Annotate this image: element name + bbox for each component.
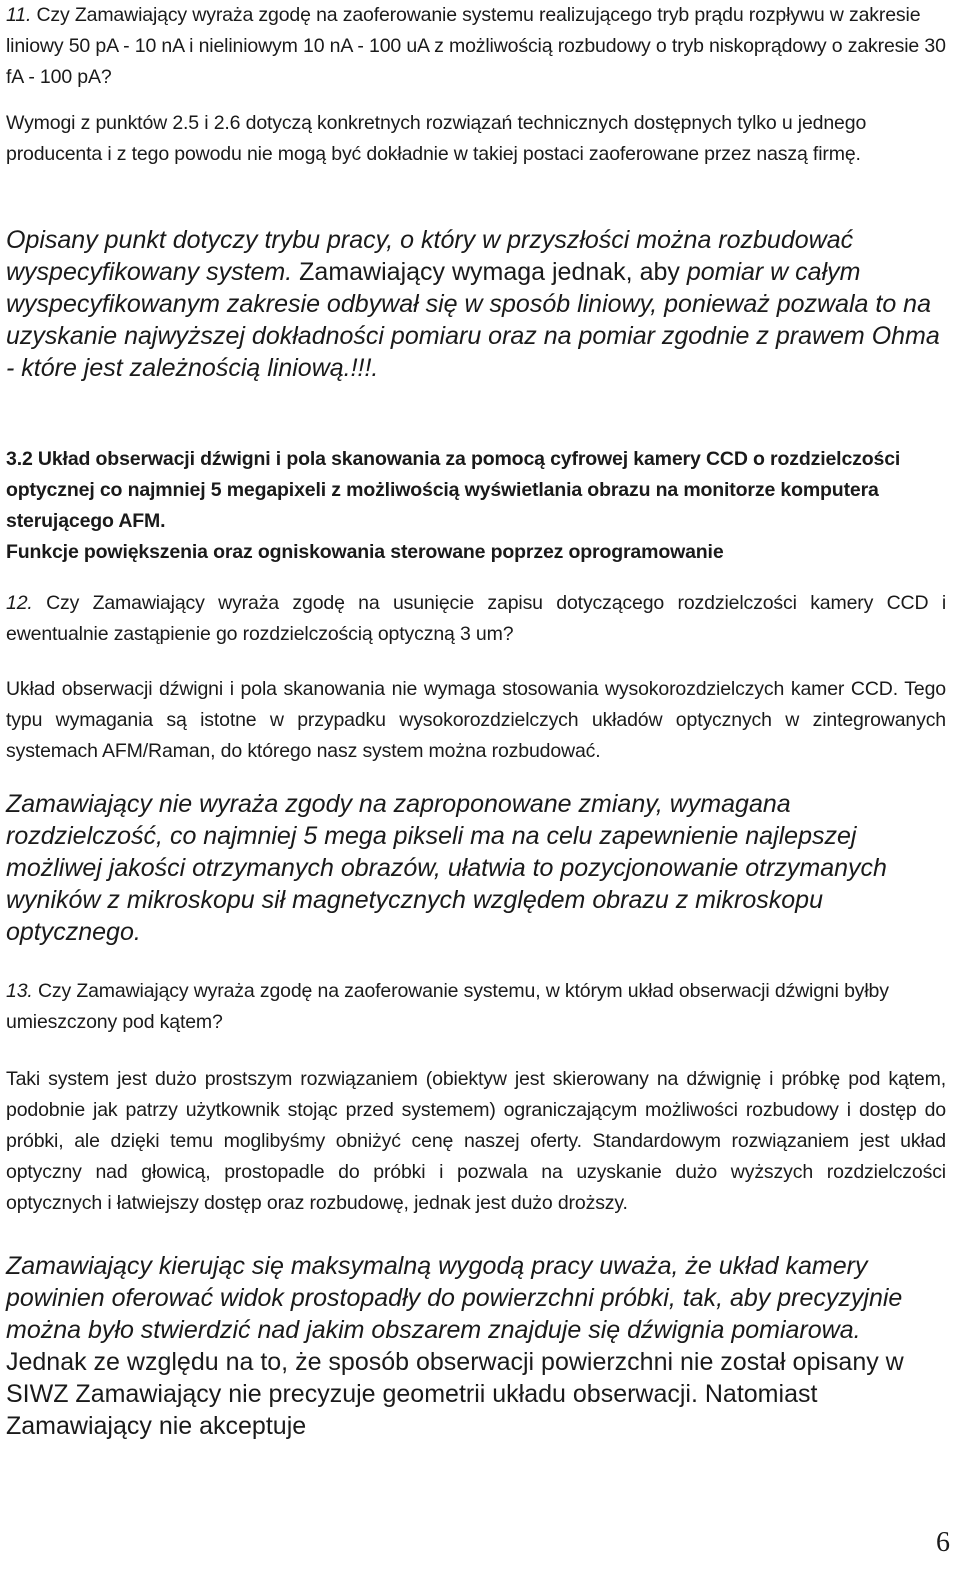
question-11 — [6, 0, 946, 93]
reply-11 — [6, 224, 946, 384]
question-text: Czy Zamawiający wyraża zgodę na zaoferowanie systemu realizującego tryb prądu rozpływu w zakresie liniowy 50 pA - 10 nA i nieliniowym 10 nA - 100 uA z możliwością rozbudowy o tryb niskoprądowy o zakresie 30 fA - 100 pA? — [6, 4, 946, 88]
section-3-2 — [6, 444, 946, 568]
reply-italic: Opisany punkt dotyczy trybu pracy, o który w przyszłości można rozbudować wyspecyfikowany system. — [6, 226, 854, 286]
reply-italic-continued: pomiar w całym wyspecyfikowanym zakresie odbywał się w sposób liniowy, ponieważ pozwala to na uzyskanie najwyższej dokładności pomiaru oraz na pomiar zgodnie z prawem Ohma - które jest zależnością liniową.!!!. — [6, 258, 940, 382]
answer-13: Taki system jest dużo prostszym rozwiązaniem (obiektyw jest skierowany na dźwignię i próbkę pod kątem, podobnie jak patrzy użytkownik stojąc przed systemem) ograniczającym możliwości rozbudowy i dostęp do próbki, ale dzięki temu moglibyśmy obniżyć cenę naszej oferty. Standardowym rozwiązaniem jest układ optyczny nad głowicą, prostopadle do próbki i pozwala na uzyskanie dużo wyższych rozdzielczości optycznych i łatwiejszy dostęp oraz rozbudowę, jednak jest dużo droższy. — [6, 1068, 946, 1214]
question-12 — [6, 588, 946, 650]
question-number: 11. — [6, 4, 32, 26]
question-text: Czy Zamawiający wyraża zgodę na usunięcie zapisu dotyczącego rozdzielczości kamery CCD i ewentualnie zastąpienie go rozdzielczością optyczną 3 um? — [6, 592, 946, 645]
reply-13 — [6, 1250, 906, 1442]
section-3-2-functions: Funkcje powiększenia oraz ogniskowania sterowane poprzez oprogramowanie — [6, 541, 724, 563]
question-13 — [6, 976, 946, 1038]
reply-12: Zamawiający nie wyraża zgody na zaproponowane zmiany, wymagana rozdzielczość, co najmniej 5 mega pikseli ma na celu zapewnienie najlepszej możliwej jakości otrzymanych obrazów, ułatwia to pozycjonowanie otrzymanych wyników z mikroskopu sił magnetycznych względem obrazu z mikroskopu optycznego. — [6, 790, 887, 946]
reply-italic: Zamawiający kierując się maksymalną wygodą pracy uważa, że układ kamery powinien oferować widok prostopadły do powierzchni próbki, tak, aby precyzyjnie można było stwierdzić nad jakim obszarem znajduje się dźwignia pomiarowa. — [6, 1252, 903, 1344]
answer-11: Wymogi z punktów 2.5 i 2.6 dotyczą konkretnych rozwiązań technicznych dostępnych tylko u jednego producenta i z tego powodu nie mogą być dokładnie w takiej postaci zaoferowane przez naszą firmę. — [6, 112, 867, 165]
reply-upright: Jednak ze względu na to, że sposób obserwacji powierzchni nie został opisany w SIWZ Zamawiający nie precyzuje geometrii układu obserwacji. Natomiast Zamawiający nie akceptuje — [6, 1348, 904, 1440]
page-number: 6 — [936, 1527, 950, 1558]
section-3-2-text: 3.2 Układ obserwacji dźwigni i pola skanowania za pomocą cyfrowej kamery CCD o rozdzielczości optycznej co najmniej 5 megapixeli z możliwością wyświetlania obrazu na monitorze komputera sterującego AFM. — [6, 448, 901, 532]
answer-12: Układ obserwacji dźwigni i pola skanowania nie wymaga stosowania wysokorozdzielczych kamer CCD. Tego typu wymagania są istotne w przypadku wysokorozdzielczych układów optycznych w zintegrowanych systemach AFM/Raman, do którego nasz system można rozbudować. — [6, 678, 946, 762]
question-number: 13. — [6, 980, 33, 1002]
question-number: 12. — [6, 592, 33, 614]
question-text: Czy Zamawiający wyraża zgodę na zaoferowanie systemu, w którym układ obserwacji dźwigni byłby umieszczony pod kątem? — [6, 980, 889, 1033]
reply-upright: Zamawiający wymaga jednak, aby — [292, 258, 680, 286]
